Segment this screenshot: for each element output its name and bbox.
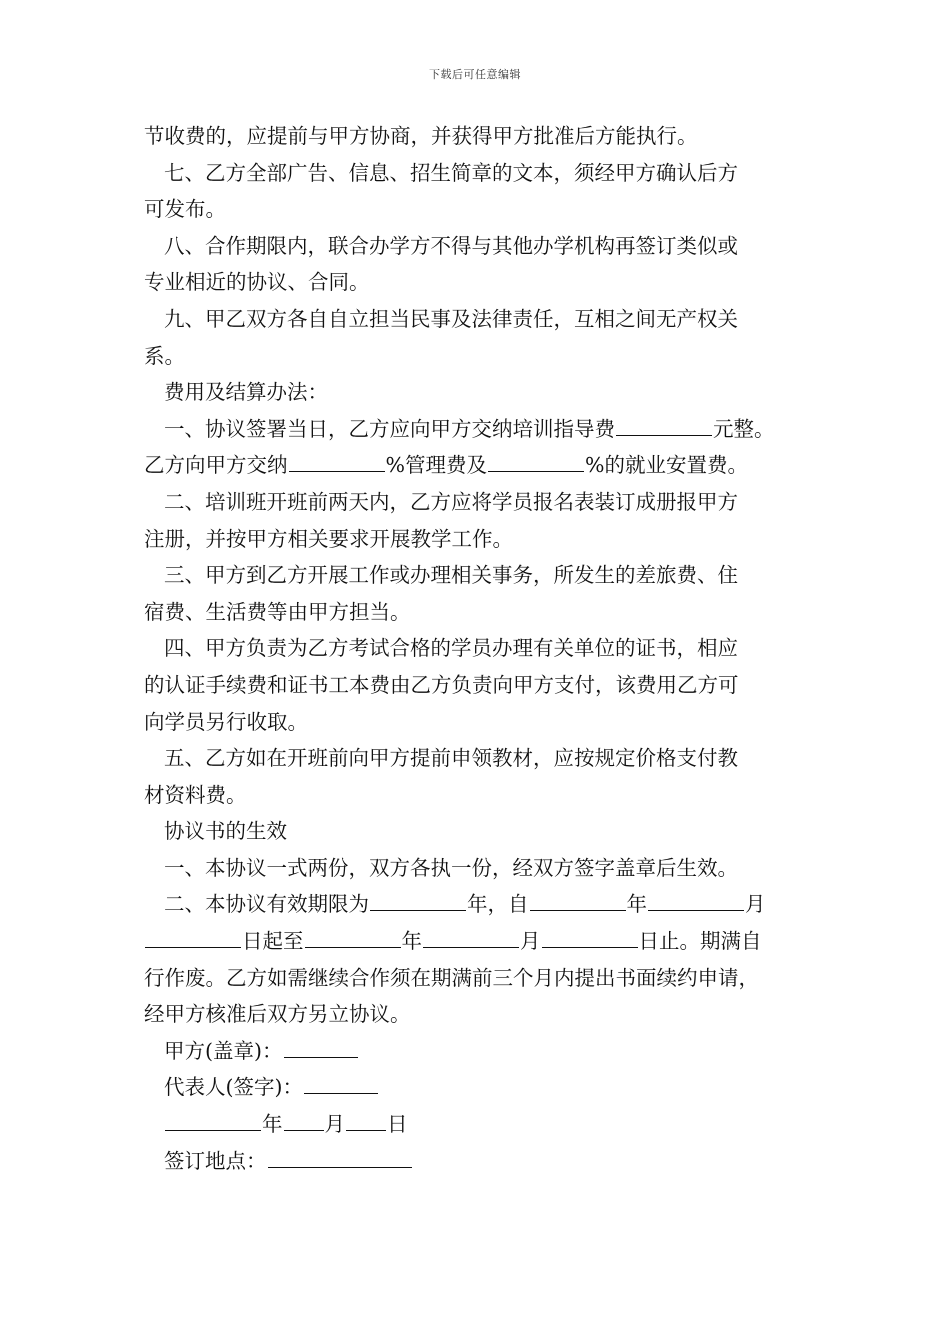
- fee-clause-2: 二、培训班开班前两天内，乙方应将学员报名表装订成册报甲方: [164, 489, 738, 514]
- representative-line: [144, 1069, 824, 1106]
- party-a-seal-blank[interactable]: [284, 1033, 358, 1058]
- paragraph-line: 节收费的，应提前与甲方协商，并获得甲方批准后方能执行。: [144, 124, 698, 148]
- party-a-seal-label: 甲方(盖章)：: [164, 1038, 283, 1063]
- start-month-blank[interactable]: [648, 886, 744, 911]
- paragraph-line: 向学员另行收取。: [144, 709, 308, 734]
- start-day-blank[interactable]: [145, 923, 241, 948]
- clause-7: 七、乙方全部广告、信息、招生简章的文本，须经甲方确认后方: [164, 160, 738, 185]
- text-run: 二、本协议有效期限为: [164, 892, 369, 917]
- fee-clause-1-cont: [144, 447, 824, 484]
- sign-date-line: [144, 1106, 824, 1143]
- text-run: 月: [520, 929, 541, 954]
- fee-clause-4: 四、甲方负责为乙方考试合格的学员办理有关单位的证书，相应: [164, 636, 738, 661]
- paragraph-line: 经甲方核准后双方另立协议。: [144, 1002, 411, 1027]
- text-run: 乙方向甲方交纳: [144, 453, 288, 478]
- text-run: 月: [745, 892, 766, 917]
- sign-day-blank[interactable]: [346, 1106, 386, 1131]
- representative-signature-blank[interactable]: [304, 1069, 378, 1094]
- effect-clause-2: [144, 886, 824, 923]
- end-year-blank[interactable]: [305, 923, 401, 948]
- text-run: 日: [387, 1112, 408, 1137]
- text-run: 日起至: [242, 929, 304, 954]
- sign-place-blank[interactable]: [268, 1143, 412, 1168]
- page-header: 下载后可任意编辑: [429, 68, 521, 81]
- end-day-blank[interactable]: [542, 923, 638, 948]
- sign-place-label: 签订地点：: [164, 1148, 267, 1173]
- paragraph-line: 的认证手续费和证书工本费由乙方负责向甲方支付，该费用乙方可: [144, 672, 739, 697]
- paragraph-line: 行作废。乙方如需继续合作须在期满前三个月内提出书面续约申请，: [144, 965, 759, 990]
- effect-clause-1: 一、本协议一式两份，双方各执一份，经双方签字盖章后生效。: [164, 855, 738, 880]
- clause-8: 八、合作期限内，联合办学方不得与其他办学机构再签订类似或: [164, 233, 738, 258]
- paragraph-line: 系。: [144, 343, 185, 368]
- party-a-seal-line: [144, 1033, 824, 1070]
- text-run: 月: [324, 1112, 345, 1137]
- clause-9: 九、甲乙双方各自自立担当民事及法律责任，互相之间无产权关: [164, 306, 738, 331]
- section-heading-effect: 协议书的生效: [164, 819, 287, 844]
- paragraph-line: 材资料费。: [144, 782, 247, 807]
- fee-clause-3: 三、甲方到乙方开展工作或办理相关事务，所发生的差旅费、住: [164, 563, 738, 588]
- end-month-blank[interactable]: [423, 923, 519, 948]
- placement-fee-blank[interactable]: [488, 447, 584, 472]
- fee-clause-1: [144, 411, 824, 448]
- section-heading-fees: 费用及结算办法：: [164, 380, 328, 405]
- effect-clause-2-cont: [144, 923, 824, 960]
- text-run: 年: [262, 1112, 283, 1137]
- text-run: 一、协议签署当日，乙方应向甲方交纳培训指导费: [164, 416, 615, 441]
- text-run: %的就业安置费。: [584, 453, 748, 478]
- text-run: %管理费及: [385, 453, 487, 478]
- paragraph-line: 可发布。: [144, 197, 226, 222]
- document-body: [144, 118, 824, 1179]
- paragraph-line: 宿费、生活费等由甲方担当。: [144, 599, 411, 624]
- paragraph-line: 注册，并按甲方相关要求开展教学工作。: [144, 526, 513, 551]
- management-fee-blank[interactable]: [289, 447, 385, 472]
- sign-month-blank[interactable]: [284, 1106, 324, 1131]
- text-run: 元整。: [713, 416, 775, 441]
- text-run: 年: [401, 929, 422, 954]
- term-years-blank[interactable]: [370, 886, 466, 911]
- sign-place-line: [144, 1143, 824, 1180]
- start-year-blank[interactable]: [530, 886, 626, 911]
- text-run: 年: [626, 892, 647, 917]
- fee-clause-5: 五、乙方如在开班前向甲方提前申领教材，应按规定价格支付教: [164, 746, 738, 771]
- text-run: 年，自: [467, 892, 529, 917]
- sign-year-blank[interactable]: [165, 1106, 261, 1131]
- fee-amount-blank[interactable]: [616, 411, 712, 436]
- paragraph-line: 专业相近的协议、合同。: [144, 270, 370, 295]
- text-run: 日止。期满自: [638, 929, 762, 954]
- representative-label: 代表人(签字)：: [164, 1075, 303, 1100]
